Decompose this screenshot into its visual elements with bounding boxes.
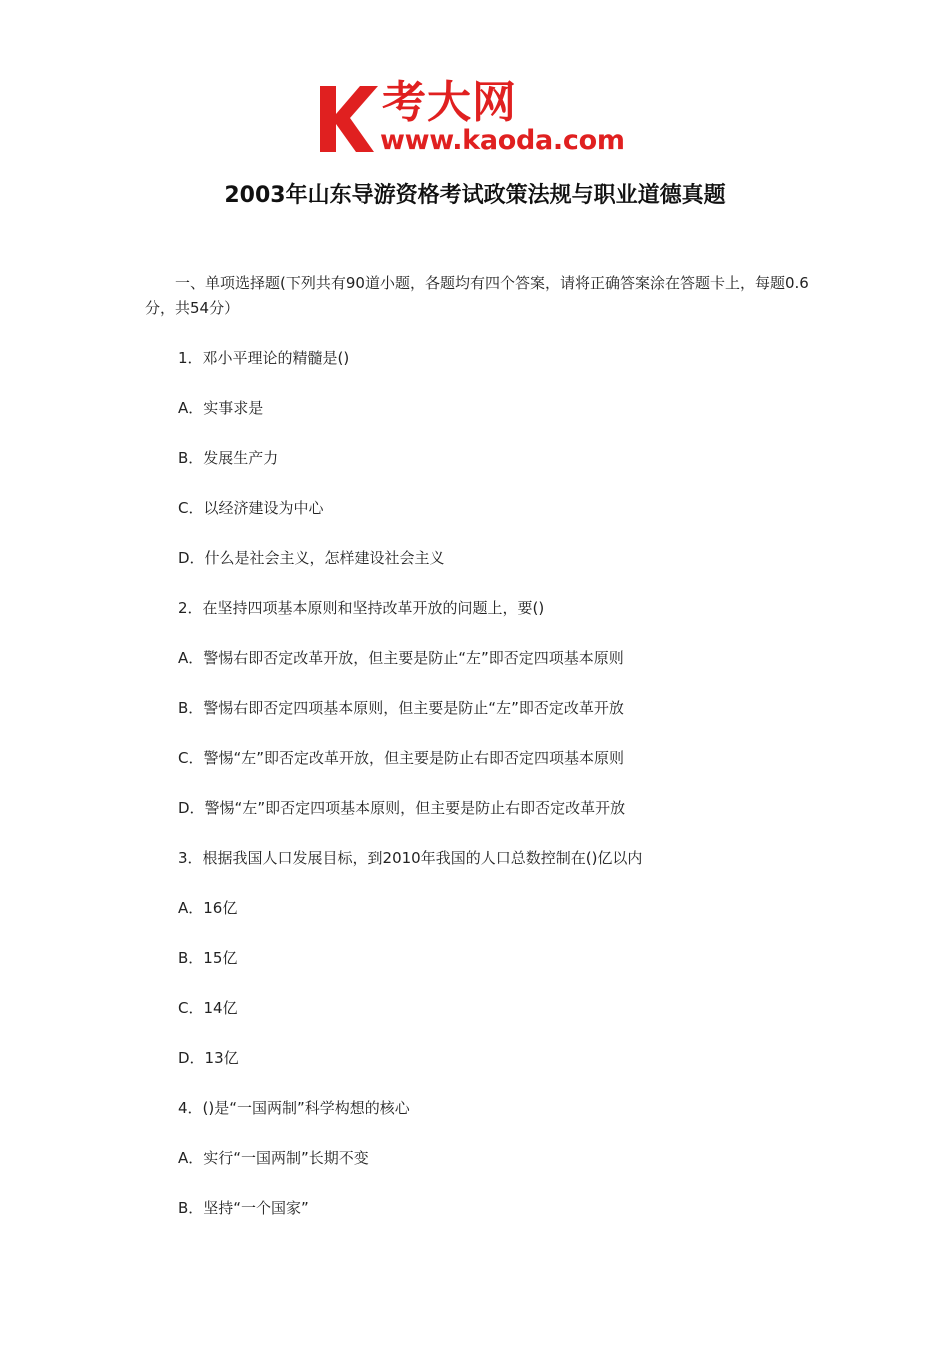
logo-url-text: www.kaoda.com [380, 125, 625, 156]
logo-brand-text: 考大网 [382, 77, 517, 128]
option-3c: C．14亿 [178, 999, 238, 1017]
question-2: 2．在坚持四项基本原则和坚持改革开放的问题上，要() [178, 599, 545, 617]
option-3b: B．15亿 [178, 949, 238, 967]
option-2c: C．警惕“左”即否定改革开放，但主要是防止右即否定四项基本原则 [178, 749, 625, 767]
option-1a: A．实事求是 [178, 399, 264, 417]
option-1d: D．什么是社会主义，怎样建设社会主义 [178, 549, 445, 567]
option-2b: B．警惕右即否定四项基本原则，但主要是防止“左”即否定改革开放 [178, 699, 624, 717]
option-4a: A．实行“一国两制”长期不变 [178, 1149, 369, 1167]
question-3: 3．根据我国人口发展目标，到2010年我国的人口总数控制在()亿以内 [178, 849, 643, 867]
option-3a: A．16亿 [178, 899, 238, 917]
question-4: 4．()是“一国两制”科学构想的核心 [178, 1099, 410, 1117]
section-intro: 一、单项选择题(下列共有90道小题，各题均有四个答案，请将正确答案涂在答题卡上，每题0.6分，共54分） [145, 274, 809, 317]
k-logo-icon [316, 84, 380, 154]
option-2d: D．警惕“左”即否定四项基本原则，但主要是防止右即否定改革开放 [178, 799, 626, 817]
option-1b: B．发展生产力 [178, 449, 279, 467]
option-1c: C．以经济建设为中心 [178, 499, 324, 517]
kaoda-logo [316, 77, 641, 158]
question-1: 1．邓小平理论的精髓是() [178, 349, 350, 367]
option-4b: B．坚持“一个国家” [178, 1199, 309, 1217]
option-2a: A．警惕右即否定改革开放，但主要是防止“左”即否定四项基本原则 [178, 649, 624, 667]
option-3d: D．13亿 [178, 1049, 239, 1067]
page-title: 2003年山东导游资格考试政策法规与职业道德真题 [224, 183, 726, 208]
